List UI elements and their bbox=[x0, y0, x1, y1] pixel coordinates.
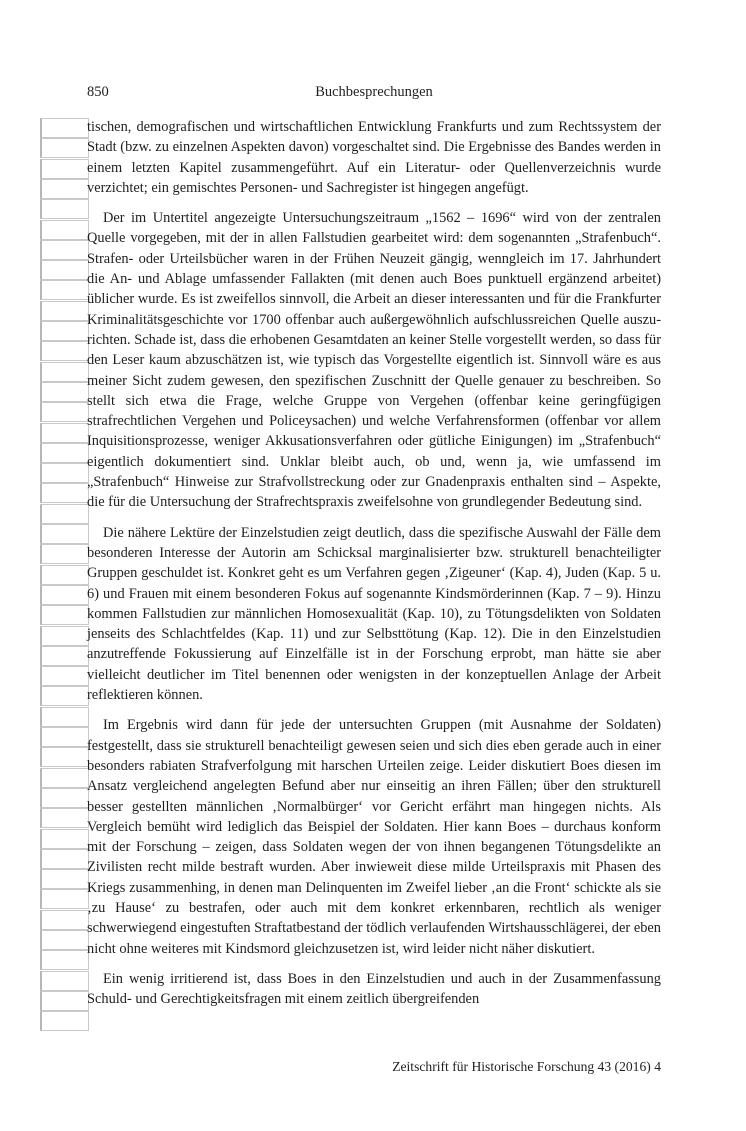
margin-box bbox=[40, 341, 89, 361]
margin-box bbox=[40, 808, 89, 828]
margin-box bbox=[40, 605, 89, 625]
margin-box bbox=[40, 544, 89, 564]
margin-box bbox=[40, 240, 89, 260]
margin-box bbox=[40, 585, 89, 605]
margin-box bbox=[40, 889, 89, 909]
paragraph-1: tischen, demografischen und wirtschaftlichen Entwicklung Frankfurts und zum Rechtssystem der Stadt (bzw. zu einzelnen Aspekten davon) vorgeschaltet sind. Die Ergebnisse des Bandes werden in einem letzten Kapitel zusammengeführt. Auf ein Literatur- oder Quellenverzeichnis wurde verzichtet; ein gemischtes Personen- und Sachregister ist hingegen angefügt. bbox=[87, 119, 661, 196]
paragraph-3: Die nähere Lektüre der Einzelstudien zeigt deutlich, dass die spezifische Auswahl der Fälle dem besonderen Interesse der Autorin am Schicksal marginalisierter bzw. strukturell benachteiligter Gruppen geschuldet ist. Konkret geht es um Verfahren gegen ‚Zigeuner‘ (Kap. 4), Juden (Kap. 5 u. 6) und Frauen mit einem besonderen Fokus auf sogenannte Kindsmörderinnen (Kap. 7 – 9). Hinzu kommen Fallstudien zur männlichen Homosexualität (Kap. 10), zu Tötungsdelikten von Soldaten jenseits des Schlachtfeldes (Kap. 11) und zur Selbsttötung (Kap. 12). Die in den Einzelstudien anzutreffende Fokussierung auf Einzelfälle ist in der Forschung erprobt, man hätte sie aber vielleicht deutlicher im Titel benennen oder wenigsten in der konzeptuellen Anlage der Arbeit reflektieren können. bbox=[87, 524, 661, 704]
margin-box bbox=[40, 626, 89, 646]
margin-box bbox=[40, 443, 89, 463]
paragraph-4: Im Ergebnis wird dann für jede der untersuchten Gruppen (mit Ausnahme der Soldaten) festgestellt, dass sie strukturell benachteiligt gewesen seien und sich dies eben gerade auch in einer besonders rabiaten Strafverfolgung mit harschen Urteilen zeige. Leider diskutiert Boes diesen im Ansatz vergleichend angelegten Befund aber nur einseitig an ihren Fällen; über den strukturell besser gestellten männlichen ‚Normalbürger‘ vor Gericht erfährt man hingegen nichts. Als Vergleich bemüht wird lediglich das Beispiel der Soldaten. Hier kann Boes – durchaus konform mit der Forschung – zeigen, dass Soldaten wegen der von ihnen begangenen Tötungsdelikte an Zivilisten recht milde bestraft wurden. Aber inwieweit diese milde Urteilspraxis mit Phasen des Kriegs zusammenhing, in denen man Delinquenten im Zweifel lieber ‚an die Front‘ schickte als sie ‚zu Hause‘ zu bestrafen, oder auch mit dem konkret erkennbaren, rechtlich als weniger schwerwiegend eingestuften Straftatbestand der tödlich verlaufenden Wirtshausschlägerei, der eben nicht ohne weiteres mit Kindsmord gleichzusetzen ist, wird leider nicht näher diskutiert. bbox=[87, 717, 661, 957]
margin-box bbox=[40, 910, 89, 930]
journal-footer: Zeitschrift für Historische Forschung 43 (2016) 4 bbox=[392, 1059, 661, 1074]
margin-box bbox=[40, 971, 89, 991]
margin-box bbox=[40, 504, 89, 524]
margin-box bbox=[40, 666, 89, 686]
margin-box bbox=[40, 159, 89, 179]
margin-box bbox=[40, 402, 89, 422]
margin-box bbox=[40, 483, 89, 503]
margin-box bbox=[40, 768, 89, 788]
margin-box bbox=[40, 829, 89, 849]
margin-box bbox=[40, 280, 89, 300]
margin-box bbox=[40, 524, 89, 544]
margin-box bbox=[40, 362, 89, 382]
section-title: Buchbesprechungen bbox=[315, 84, 433, 100]
margin-box bbox=[40, 301, 89, 321]
margin-annotation-boxes bbox=[40, 118, 88, 1048]
margin-box bbox=[40, 423, 89, 443]
body-text bbox=[87, 117, 661, 1019]
margin-box bbox=[40, 727, 89, 747]
margin-box bbox=[40, 199, 89, 219]
paragraph-5: Ein wenig irritierend ist, dass Boes in den Einzelstudien und auch in der Zusammenfassung Schuld- und Gerechtigkeitsfragen mit einem zeitlich übergreifenden bbox=[87, 970, 661, 1008]
margin-box bbox=[40, 565, 89, 585]
running-head bbox=[87, 84, 661, 104]
margin-box bbox=[40, 788, 89, 808]
margin-box bbox=[40, 869, 89, 889]
margin-box bbox=[40, 463, 89, 483]
margin-box bbox=[40, 382, 89, 402]
margin-box bbox=[40, 849, 89, 869]
margin-box bbox=[40, 138, 89, 158]
margin-box bbox=[40, 321, 89, 341]
margin-box bbox=[40, 991, 89, 1011]
margin-box bbox=[40, 646, 89, 666]
paragraph-2: Der im Untertitel angezeigte Untersuchungszeitraum „1562 – 1696“ wird von der zentralen Quelle vorgegeben, mit der in allen Fallstudien gearbeitet wird: dem sogenannten „Strafenbuch“. Strafen- oder Urteilsbücher waren in der Frühen Neuzeit gängig, wenngleich im 17. Jahrhundert die An- und Ablage umfassender Fallakten (mit denen auch Boes punktuell ergänzend arbeitet) üblicher wurde. Es ist zweifellos sinnvoll, die Arbeit an dieser interessanten und für die Frankfurter Kriminalitätsgeschichte vor 1700 offenbar auch außergewöhnlich aufschlussreichen Quelle auszurichten. Schade ist, dass die erhobenen Gesamtdaten an keiner Stelle vorgestellt werden, so dass für den Leser kaum abzuschätzen ist, wie typisch das Vorgestellte eigentlich ist. Sinnvoll wäre es aus meiner Sicht zudem gewesen, den spezifischen Zuschnitt der Quelle genauer zu beschreiben. So stellt sich etwa die Frage, welche Gruppe von Vergehen (offenbar keine geringfügigen strafrechtlichen Vergehen und Policeysachen) und welche Verfahrensformen (offenbar vor allem Inquisitionsprozesse, weniger Akkusationsverfahren oder gütliche Einigungen) im „Strafenbuch“ eigentlich dokumentiert sind. Unklar bleibt auch, ob und, wenn ja, wie umfassend im „Strafenbuch“ Hinweise zur Strafvollstreckung oder zur Gnadenpraxis enthalten sind – Aspekte, die für die Untersuchung der Strafrechtspraxis zweifelsohne von grundlegender Bedeutung sind. bbox=[87, 210, 661, 511]
margin-box bbox=[40, 1011, 89, 1031]
page-number: 850 bbox=[87, 84, 109, 100]
margin-box bbox=[40, 747, 89, 767]
margin-box bbox=[40, 686, 89, 706]
margin-box bbox=[40, 930, 89, 950]
margin-box bbox=[40, 220, 89, 240]
margin-box bbox=[40, 707, 89, 727]
margin-box bbox=[40, 260, 89, 280]
margin-box bbox=[40, 950, 89, 970]
margin-box bbox=[40, 118, 89, 138]
margin-box bbox=[40, 179, 89, 199]
